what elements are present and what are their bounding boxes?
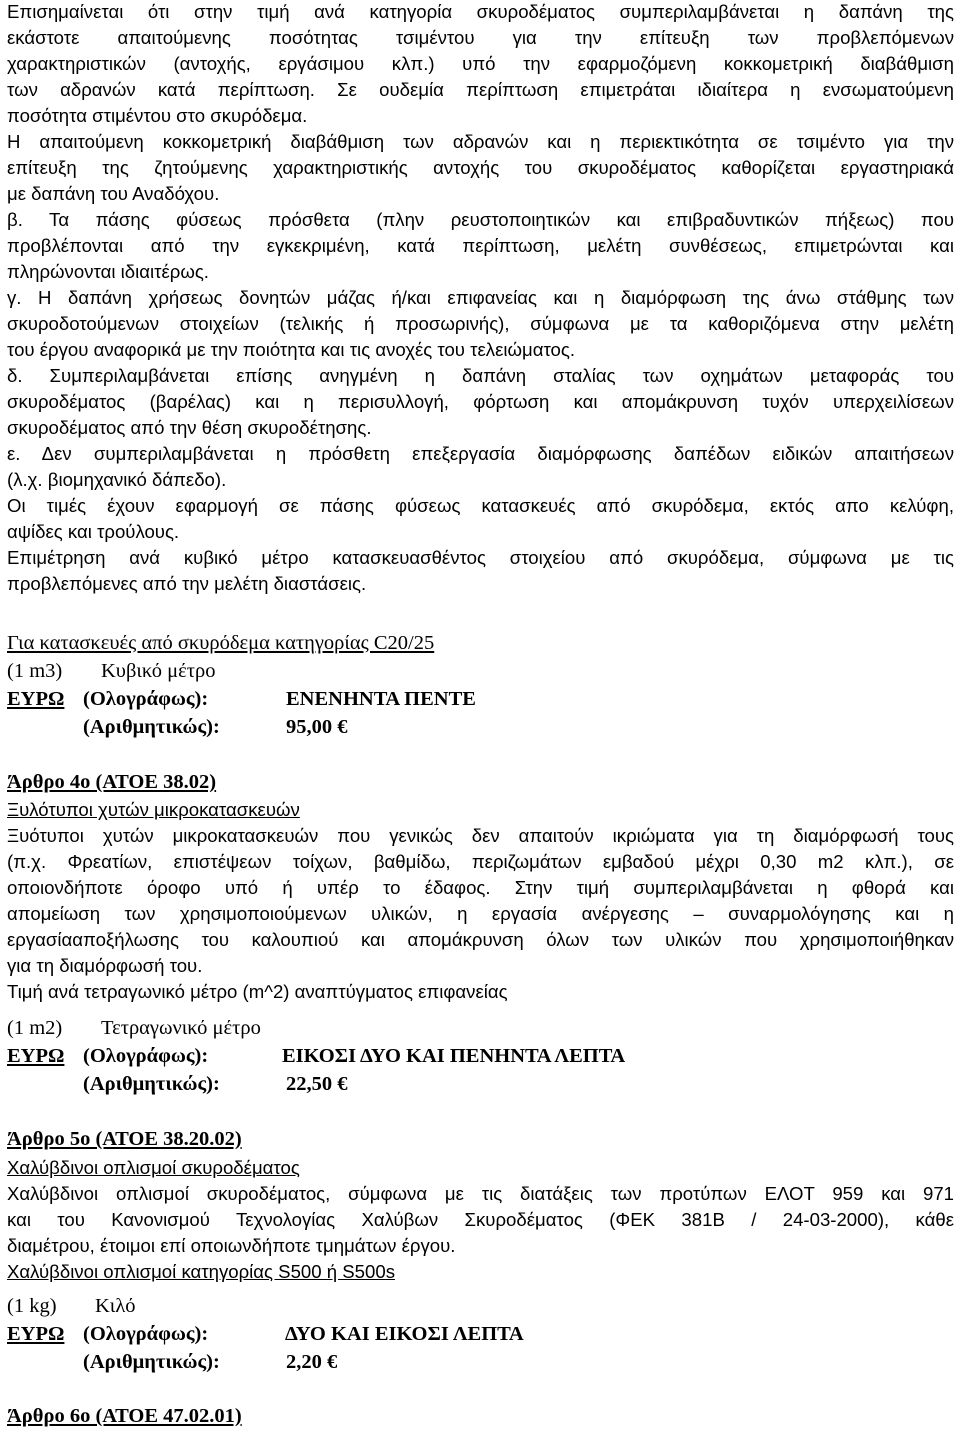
- text-line: ε. Δεν συμπεριλαμβάνεται η πρόσθετη επεξεργασία διαμόρφωσης δαπέδων ειδικών απαιτήσεων: [7, 443, 954, 464]
- category-title: Για κατασκευές από σκυρόδεμα κατηγορίας C20/25: [7, 632, 435, 654]
- text-line: προβλέπονται από την εγκεκριμένη, κατά περίπτωση, μελέτη συνθέσεως, επιμετρώνται και: [7, 235, 954, 256]
- text-line: πληρώνονται ιδιαιτέρως.: [7, 261, 209, 282]
- words-label: (Ολογράφως):: [83, 1323, 209, 1345]
- text-line: Οι τιμές έχουν εφαρμογή σε πάσης φύσεως κατασκευές από σκυρόδεμα, εκτός απο κελύφη,: [7, 495, 954, 516]
- text-line: Επισημαίνεται ότι στην τιμή ανά κατηγορία σκυροδέματος συμπεριλαμβάνεται η δαπάνη της: [7, 1, 954, 22]
- text-line: επίτευξη της ζητούμενης χαρακτηριστικής αντοχής του σκυροδέματος καθορίζεται εργαστηριακά: [7, 157, 954, 178]
- text-line: Επιμέτρηση ανά κυβικό μέτρο κατασκευασθέντος στοιχείου από σκυρόδεμα, σύμφωνα με τις: [7, 547, 954, 568]
- text-line: σκυροδέματος (βαρέλας) και η περισυλλογή, φόρτωση και απομάκρυνση τυχόν υπερχειλίσεων: [7, 391, 954, 412]
- price-in-numbers: 22,50 €: [286, 1073, 348, 1095]
- words-label: (Ολογράφως):: [83, 688, 209, 710]
- text-line: εκάστοτε απαιτούμενης ποσότητας τσιμέντου για την επίτευξη των προβλεπόμενων: [7, 27, 954, 48]
- text-line: (λ.χ. βιομηχανικό δάπεδο).: [7, 469, 227, 490]
- text-line: απομείωση των χρησιμοποιούμενων υλικών, η εργασία ανέργεσης – συναρμολόγησης και η: [7, 903, 954, 924]
- unit-code: (1 m2): [7, 1017, 63, 1039]
- article-heading: Άρθρο 5ο (ΑΤΟΕ 38.20.02): [7, 1128, 242, 1150]
- words-label: (Ολογράφως):: [83, 1045, 209, 1067]
- text-line: δ. Συμπεριλαμβάνεται επίσης ανηγμένη η δαπάνη σταλίας των οχημάτων μεταφοράς του: [7, 365, 954, 386]
- text-line: σκυροδέματος από την θέση σκυροδέτησης.: [7, 417, 372, 438]
- currency-label: ΕΥΡΩ: [7, 1323, 65, 1345]
- unit-name: Κυβικό μέτρο: [101, 660, 216, 682]
- article-subtitle: Ξυλότυποι χυτών μικροκατασκευών: [7, 799, 300, 820]
- text-line: προβλεπόμενες από την μελέτη διαστάσεις.: [7, 573, 367, 594]
- numeric-label: (Αριθμητικώς):: [83, 1351, 220, 1373]
- text-line: β. Τα πάσης φύσεως πρόσθετα (πλην ρευστοποιητικών και επιβραδυντικών πήξεως) που: [7, 209, 954, 230]
- text-line: Ξυότυποι χυτών μικροκατασκευών που γενικώς δεν απαιτούν ικριώματα για τη διαμόρφωσή τους: [7, 825, 954, 846]
- text-line: (π.χ. Φρεατίων, επιστέψεων τοίχων, βαθμίδω, περιζωμάτων εμβαδού μέχρι 0,30 m2 κλπ.), σε: [7, 851, 954, 872]
- text-line: του έργου αναφορικά με την ποιότητα και τις ανοχές του τελειώματος.: [7, 339, 576, 360]
- measure-line: Τιμή ανά τετραγωνικό μέτρο (m^2) αναπτύγματος επιφανείας: [7, 981, 508, 1002]
- text-line: οποιονδήποτε όροφο υπό ή υπέρ το έδαφος. Στην τιμή συμπεριλαμβάνεται η φθορά και: [7, 877, 954, 898]
- unit-name: Τετραγωνικό μέτρο: [101, 1017, 261, 1039]
- price-in-numbers: 95,00 €: [286, 716, 348, 738]
- text-line: γ. Η δαπάνη χρήσεως δονητών μάζας ή/και επιφανείας και η διαμόρφωση της άνω στάθμης των: [7, 287, 954, 308]
- text-line: ποσότητα στιμέντου στο σκυρόδεμα.: [7, 105, 308, 126]
- article-heading: Άρθρο 4ο (ΑΤΟΕ 38.02): [7, 771, 217, 793]
- text-line: αψίδες και τρούλους.: [7, 521, 180, 542]
- currency-label: ΕΥΡΩ: [7, 688, 65, 710]
- article-heading: Άρθρο 6ο (ΑΤΟΕ 47.02.01): [7, 1405, 242, 1427]
- unit-name: Κιλό: [95, 1295, 136, 1317]
- price-in-words: ΕΝΕΝΗΝΤΑ ΠΕΝΤΕ: [286, 688, 476, 710]
- text-line: Η απαιτούμενη κοκκομετρική διαβάθμιση των αδρανών και η περιεκτικότητα σε τσιμέντο για την: [7, 131, 954, 152]
- text-line: σκυροδοτούμενων στοιχείων (τελικής ή προσωρινής), σύμφωνα με τα καθοριζόμενα στην μελέτη: [7, 313, 954, 334]
- unit-code: (1 m3): [7, 660, 63, 682]
- text-line: με δαπάνη του Αναδόχου.: [7, 183, 220, 204]
- numeric-label: (Αριθμητικώς):: [83, 716, 220, 738]
- numeric-label: (Αριθμητικώς):: [83, 1073, 220, 1095]
- text-line: διαμέτρου, έτοιμοι επί οποιωνδήποτε τμημάτων έργου.: [7, 1235, 456, 1256]
- currency-label: ΕΥΡΩ: [7, 1045, 65, 1067]
- text-line: Χαλύβδινοι οπλισμοί σκυροδέματος, σύμφωνα με τις διατάξεις των προτύπων ΕΛΟΤ 959 και 971: [7, 1183, 954, 1204]
- text-line: εργασίααποξήλωσης του καλουπιού και απομάκρυνση όλων των υλικών που χρησιμοποιήθηκαν: [7, 929, 954, 950]
- text-line: για τη διαμόρφωσή του.: [7, 955, 203, 976]
- price-in-words: ΔΥΟ ΚΑΙ ΕΙΚΟΣΙ ΛΕΠΤΑ: [285, 1323, 524, 1345]
- price-in-numbers: 2,20 €: [286, 1351, 338, 1373]
- text-line: και του Κανονισμού Τεχνολογίας Χαλύβων Σκυροδέματος (ΦΕΚ 381Β / 24-03-2000), κάθε: [7, 1209, 954, 1230]
- price-in-words: ΕΙΚΟΣΙ ΔΥΟ ΚΑΙ ΠΕΝΗΝΤΑ ΛΕΠΤΑ: [282, 1045, 626, 1067]
- article-subtitle: Χαλύβδινοι οπλισμοί σκυροδέματος: [7, 1157, 300, 1178]
- text-line: χαρακτηριστικών (αντοχής, εργάσιμου κλπ.) υπό την εφαρμοζόμενη κοκκομετρική διαβάθμιση: [7, 53, 954, 74]
- unit-code: (1 kg): [7, 1295, 57, 1317]
- text-line: των αδρανών κατά περίπτωση. Σε ουδεμία περίπτωση επιμετράται ιδιαίτερα η ενσωματούμενη: [7, 79, 954, 100]
- category-title: Χαλύβδινοι οπλισμοί κατηγορίας S500 ή S500s: [7, 1261, 395, 1282]
